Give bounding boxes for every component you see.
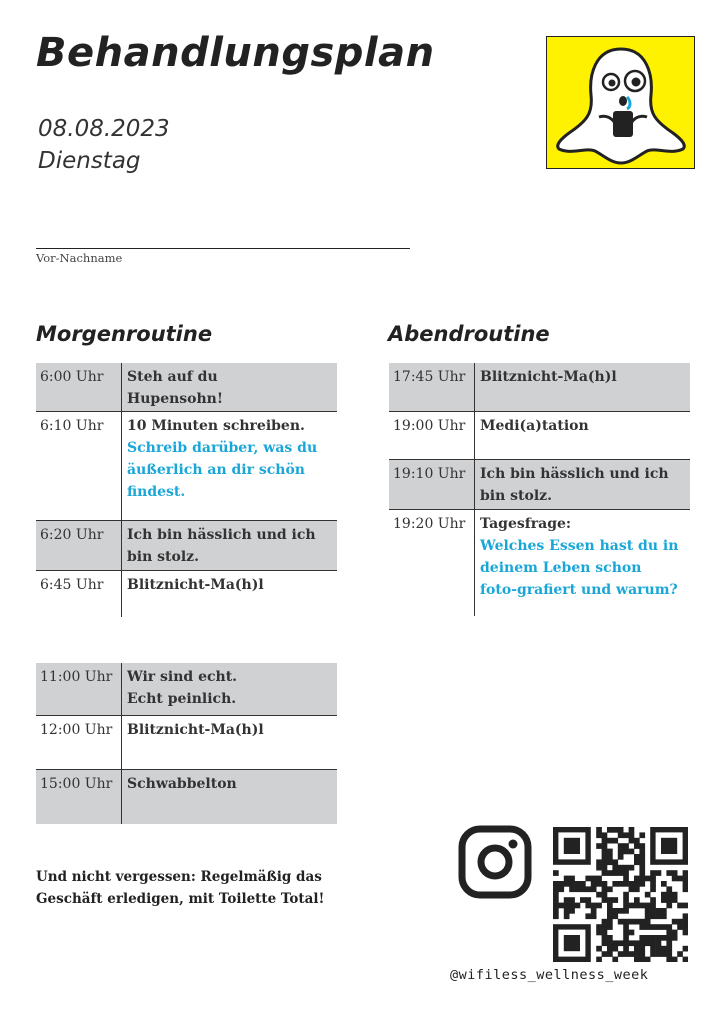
reminder-note: Und nicht vergessen: Regelmäßig das Geschäft erledigen, mit Toilette Total! <box>36 869 325 907</box>
time-cell: 6:45 Uhr <box>36 571 122 617</box>
morning-routine-title: Morgenroutine <box>36 322 213 346</box>
midday-schedule <box>36 663 337 824</box>
instagram-handle[interactable]: @wifiless_wellness_week <box>450 967 649 983</box>
time-cell: 19:00 Uhr <box>389 412 475 459</box>
task-cell: Wir sind echt. Echt peinlich. <box>127 669 238 707</box>
schedule-row <box>389 460 690 510</box>
schedule-row <box>36 571 337 617</box>
name-signature-line <box>36 248 410 249</box>
evening-routine-title: Abendroutine <box>388 322 550 346</box>
task-cell: Ich bin hässlich und ich bin stolz. <box>127 527 316 565</box>
schedule-row <box>389 412 690 460</box>
time-cell: 17:45 Uhr <box>389 363 475 411</box>
task-cell: Tagesfrage: <box>480 516 572 532</box>
schedule-row <box>36 412 337 521</box>
ghost-logo-icon <box>546 36 695 169</box>
page-title: Behandlungsplan <box>36 30 435 76</box>
time-cell: 12:00 Uhr <box>36 716 122 769</box>
evening-schedule <box>389 363 690 616</box>
time-cell: 19:20 Uhr <box>389 510 475 616</box>
schedule-row <box>36 716 337 770</box>
name-label: Vor-Nachname <box>36 251 123 265</box>
instagram-icon[interactable] <box>458 825 532 899</box>
morning-schedule <box>36 363 337 617</box>
task-cell: Schwabbelton <box>127 776 237 792</box>
task-note: Schreib darüber, was du äußerlich an dir schön findest. <box>127 440 318 500</box>
schedule-row <box>36 521 337 571</box>
schedule-row <box>389 510 690 616</box>
schedule-row <box>389 363 690 412</box>
date: 08.08.2023 <box>38 116 170 142</box>
task-cell: Blitznicht-Ma(h)l <box>127 577 264 593</box>
time-cell: 6:10 Uhr <box>36 412 122 520</box>
time-cell: 6:00 Uhr <box>36 363 122 411</box>
task-cell: Blitznicht-Ma(h)l <box>480 369 617 385</box>
time-cell: 19:10 Uhr <box>389 460 475 509</box>
task-cell: Ich bin hässlich und ich bin stolz. <box>480 466 669 504</box>
task-cell: Blitznicht-Ma(h)l <box>127 722 264 738</box>
weekday: Dienstag <box>38 148 141 174</box>
schedule-row <box>36 663 337 716</box>
task-cell: 10 Minuten schreiben. <box>127 418 305 434</box>
time-cell: 15:00 Uhr <box>36 770 122 824</box>
qr-code[interactable] <box>553 827 688 962</box>
schedule-row <box>36 363 337 412</box>
schedule-row <box>36 770 337 824</box>
time-cell: 11:00 Uhr <box>36 663 122 715</box>
task-note: Welches Essen hast du in deinem Leben schon foto-grafiert und warum? <box>480 538 679 598</box>
time-cell: 6:20 Uhr <box>36 521 122 570</box>
task-cell: Steh auf du Hupensohn! <box>127 369 224 407</box>
task-cell: Medi(a)tation <box>480 418 589 434</box>
